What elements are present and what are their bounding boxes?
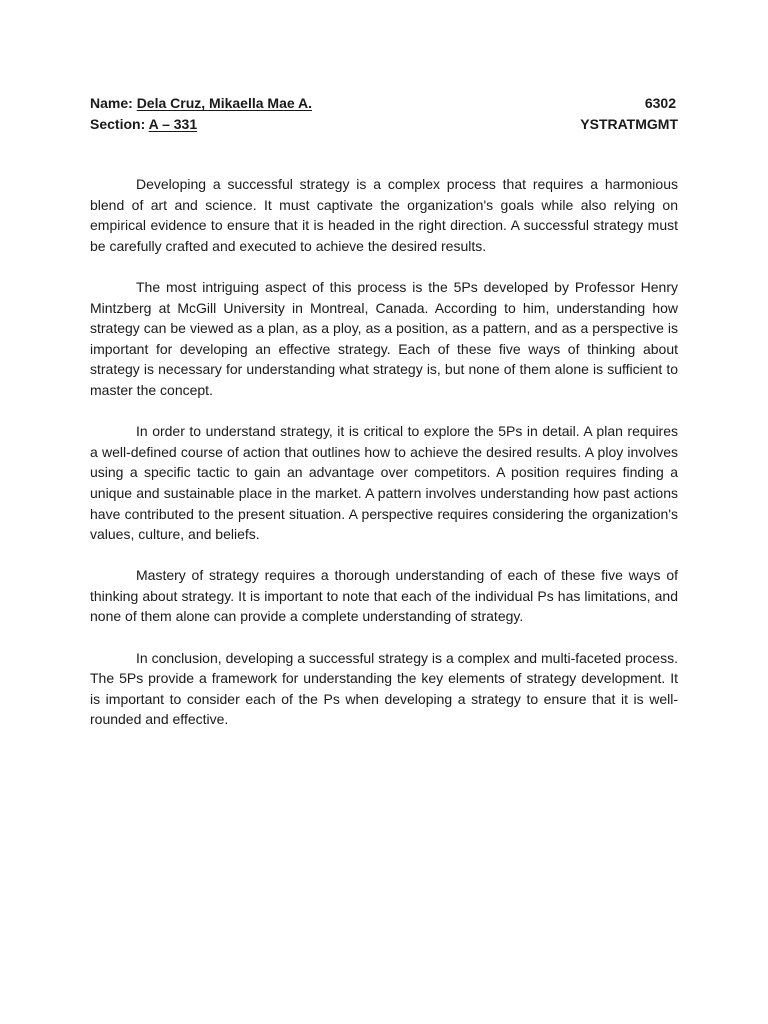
name-line xyxy=(90,93,312,114)
paragraph-intro: Developing a successful strategy is a complex process that requires a harmonious blend of art and science. It must captivate the organization's goals while also relying on empirical evidence to ensure that it is headed in the right direction. A successful strategy must be carefully crafted and executed to achieve the desired results. xyxy=(90,176,678,254)
paragraph-5ps: The most intriguing aspect of this process is the 5Ps developed by Professor Henry Mintzberg at McGill University in Montreal, Canada. According to him, understanding how strategy can be viewed as a plan, as a ploy, as a position, as a pattern, and as a perspective is important for developing an effective strategy. Each of these five ways of thinking about strategy is necessary for understanding what strategy is, but none of them alone is sufficient to master the concept. xyxy=(90,278,678,398)
section-line xyxy=(90,114,197,135)
header-section-row xyxy=(90,114,678,135)
paragraph-details: In order to understand strategy, it is critical to explore the 5Ps in detail. A plan requires a well-defined course of action that outlines how to achieve the desired results. A ploy involves using a specific tactic to gain an advantage over competitors. A position requires finding a unique and sustainable place in the market. A pattern involves understanding how past actions have contributed to the present situation. A perspective requires considering the organization's values, culture, and beliefs. xyxy=(90,423,678,543)
section-value: A – 331 xyxy=(148,116,198,132)
document-header xyxy=(90,93,678,135)
name-label: Name: xyxy=(90,95,133,111)
essay-body xyxy=(90,174,678,751)
paragraph-mastery: Mastery of strategy requires a thorough understanding of each of these five ways of thinking about strategy. It is important to note that each of the individual Ps has limitations, and none of them alone can provide a complete understanding of strategy. xyxy=(90,567,678,625)
course-code: YSTRATMGMT xyxy=(580,116,678,132)
name-value: Dela Cruz, Mikaella Mae A. xyxy=(136,95,313,111)
course-number: 6302 xyxy=(644,95,676,111)
paragraph-conclusion: In conclusion, developing a successful strategy is a complex and multi-faceted process. The 5Ps provide a framework for understanding the key elements of strategy development. It is important to consider each of the Ps when developing a strategy to ensure that it is well-rounded and effective. xyxy=(90,649,678,728)
section-label: Section: xyxy=(90,116,146,132)
header-name-row xyxy=(90,93,678,114)
